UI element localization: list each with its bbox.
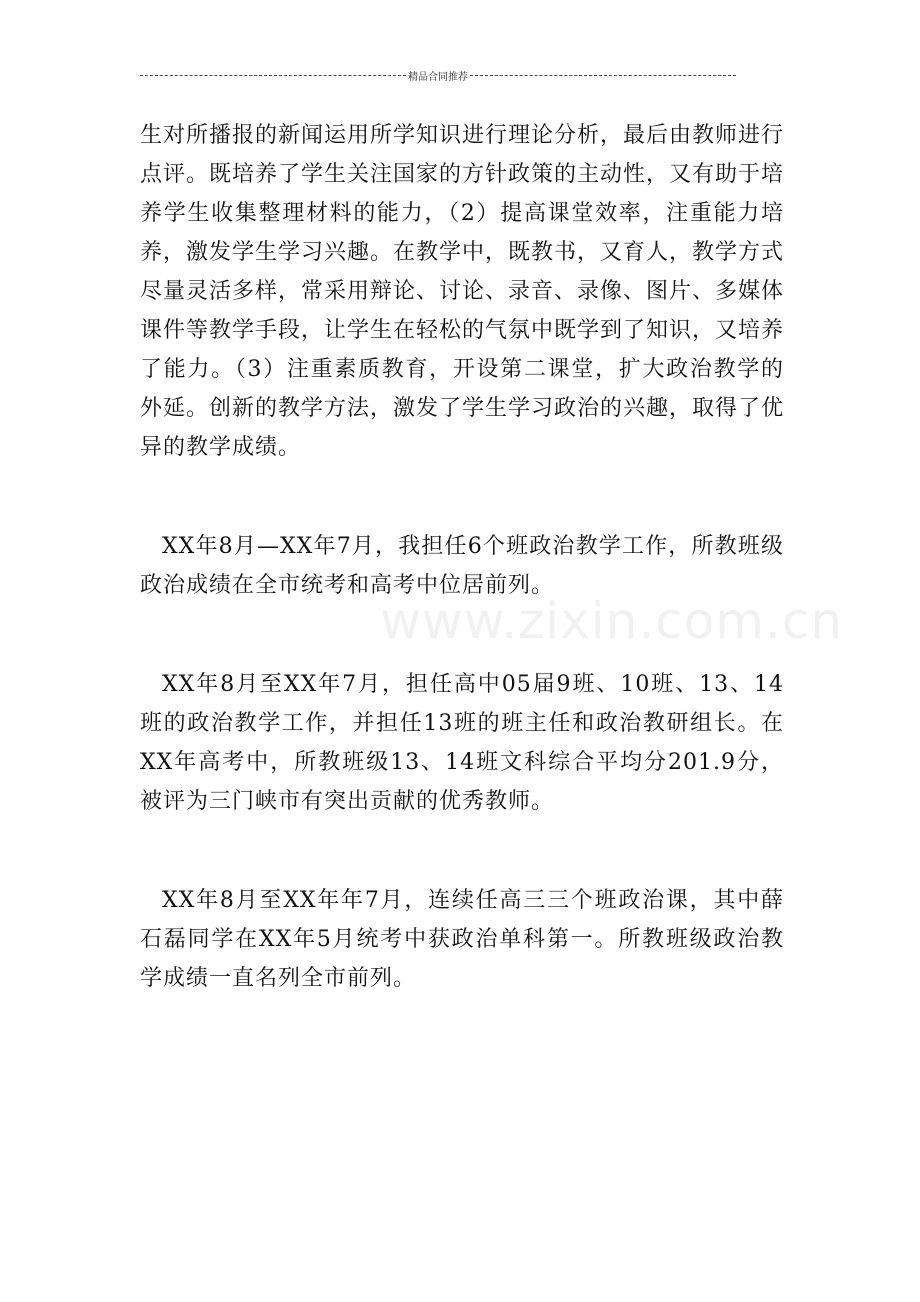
paragraph-gap <box>140 821 784 881</box>
header-dashed-rule-right <box>470 75 736 76</box>
header-dashed-rule-left <box>140 75 406 76</box>
paragraph-gap <box>140 467 784 527</box>
document-body <box>140 116 784 998</box>
paragraph-4: XX年8月至XX年年7月，连续任高三三个班政治课，其中薛石磊同学在XX年5月统考中获政治单科第一。所教班级政治教学成绩一直名列全市前列。 <box>140 888 784 991</box>
page-header <box>140 66 736 84</box>
paragraph-gap <box>140 605 784 665</box>
paragraph-3: XX年8月至XX年7月，担任高中05届9班、10班、13、14班的政治教学工作，并担任13班的班主任和政治教研组长。在XX年高考中，所教班级13、14班文科综合平均分201.9分，被评为三门峡市有突出贡献的优秀教师。 <box>140 672 784 814</box>
watermark: www.zixin.com.cn <box>380 592 844 650</box>
paragraph-1: 生对所播报的新闻运用所学知识进行理论分析，最后由教师进行点评。既培养了学生关注国家的方针政策的主动性，又有助于培养学生收集整理材料的能力，（2）提高课堂效率，注重能力培养，激发学生学习兴趣。在教学中，既教书，又育人，教学方式尽量灵活多样，常采用辩论、讨论、录音、录像、图片、多媒体课件等教学手段，让学生在轻松的气氛中既学到了知识，又培养了能力。（3）注重素质教育，开设第二课堂，扩大政治教学的外延。创新的教学方法，激发了学生学习政治的兴趣，取得了优异的教学成绩。 <box>140 123 785 460</box>
paragraph-2: XX年8月—XX年7月，我担任6个班政治教学工作，所教班级政治成绩在全市统考和高考中位居前列。 <box>140 534 784 598</box>
header-title: 精品合同推荐 <box>408 71 468 83</box>
